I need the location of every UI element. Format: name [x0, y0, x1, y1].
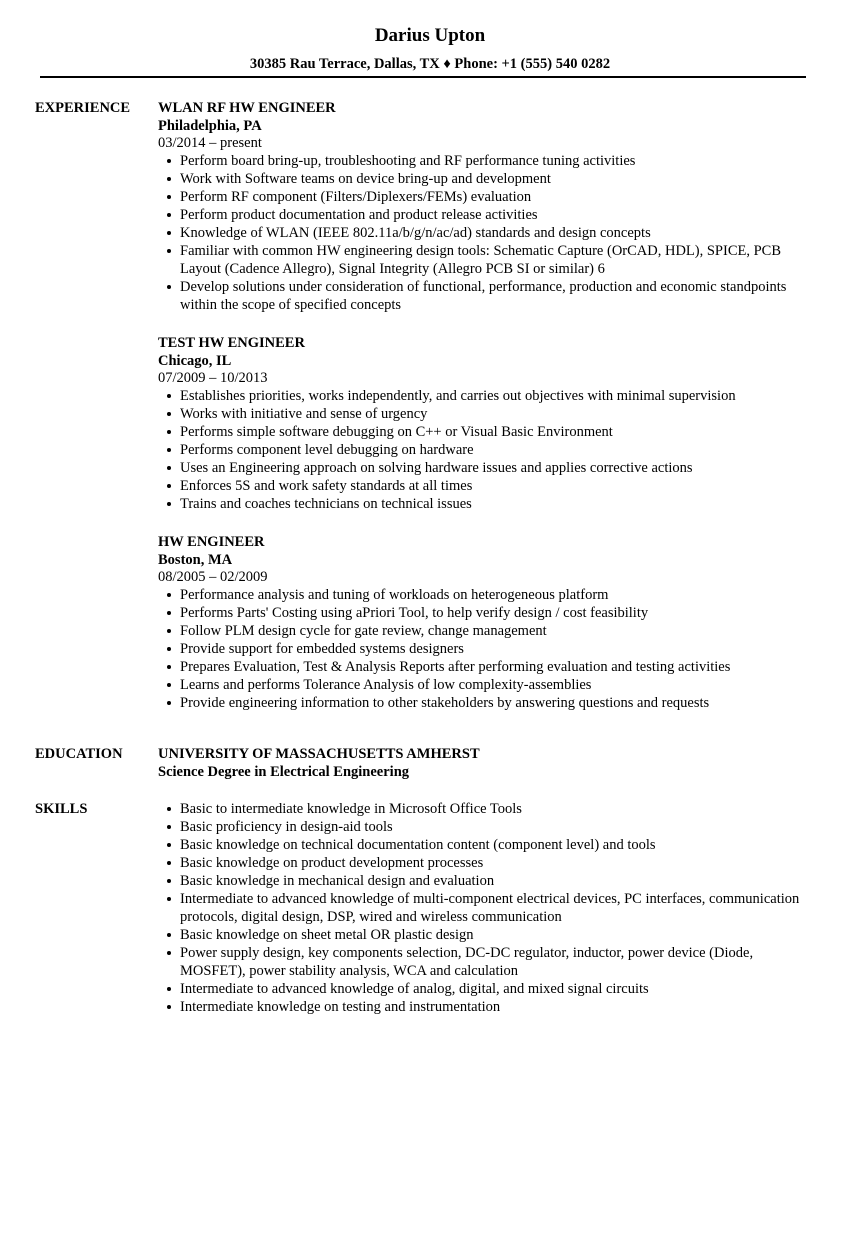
bullet-text: Learns and performs Tolerance Analysis of low complexity-assemblies [180, 677, 592, 693]
bullet-item [158, 188, 818, 206]
bullet-text: Perform board bring-up, troubleshooting and RF performance tuning activities [180, 153, 636, 169]
bullet-item [158, 405, 818, 423]
bullet-text: Performs simple software debugging on C++ or Visual Basic Environment [180, 424, 613, 440]
bullet-item [158, 694, 818, 712]
bullet-text: Works with initiative and sense of urgency [180, 406, 428, 422]
bullet-item [158, 278, 818, 314]
job-location: Philadelphia, PA [158, 118, 262, 134]
bullet-icon [167, 213, 171, 217]
bullet-item [158, 477, 818, 495]
bullet-icon [167, 897, 171, 901]
bullet-icon [167, 231, 171, 235]
job-title: HW ENGINEER [158, 534, 265, 550]
skill-item [158, 980, 818, 998]
bullet-text: Enforces 5S and work safety standards at all times [180, 478, 473, 494]
bullet-icon [167, 448, 171, 452]
bullet-icon [167, 430, 171, 434]
bullet-icon [167, 825, 171, 829]
bullet-icon [167, 484, 171, 488]
bullet-icon [167, 843, 171, 847]
job-dates: 03/2014 – present [158, 135, 262, 151]
skill-item [158, 926, 818, 944]
skill-item [158, 890, 818, 926]
job-bullets [158, 586, 818, 712]
job-bullets [158, 152, 818, 314]
experience-body [158, 99, 818, 732]
bullet-text: Performs Parts' Costing using aPriori Tool, to help verify design / cost feasibility [180, 605, 649, 621]
skill-text: Basic knowledge on sheet metal OR plastic design [180, 927, 474, 943]
bullet-icon [167, 647, 171, 651]
bullet-icon [167, 987, 171, 991]
bullet-item [158, 658, 818, 676]
bullet-icon [167, 611, 171, 615]
bullet-icon [167, 466, 171, 470]
skill-text: Power supply design, key components selection, DC-DC regulator, inductor, power device (Diode, MOSFET), power stability analysis, WCA and calculation [180, 945, 754, 979]
bullet-icon [167, 879, 171, 883]
bullet-text: Knowledge of WLAN (IEEE 802.11a/b/g/n/ac/ad) standards and design concepts [180, 225, 651, 241]
skill-text: Basic knowledge in mechanical design and evaluation [180, 873, 495, 889]
bullet-item [158, 586, 818, 604]
skill-text: Basic proficiency in design-aid tools [180, 819, 393, 835]
skills-body [158, 800, 818, 1016]
bullet-text: Establishes priorities, works independently, and carries out objectives with minimal supervision [180, 388, 736, 404]
education-body [158, 745, 818, 782]
bullet-icon [167, 933, 171, 937]
skills-list [158, 800, 818, 1016]
skill-item [158, 872, 818, 890]
skill-item [158, 836, 818, 854]
bullet-icon [167, 1005, 171, 1009]
bullet-text: Uses an Engineering approach on solving hardware issues and applies corrective actions [180, 460, 693, 476]
bullet-item [158, 495, 818, 513]
section-label-experience: EXPERIENCE [35, 100, 131, 116]
bullet-item [158, 170, 818, 188]
section-label-education: EDUCATION [35, 746, 123, 762]
bullet-icon [167, 593, 171, 597]
bullet-icon [167, 629, 171, 633]
bullet-item [158, 676, 818, 694]
bullet-icon [167, 177, 171, 181]
skill-text: Basic knowledge on product development processes [180, 855, 484, 871]
bullet-text: Work with Software teams on device bring-up and development [180, 171, 551, 187]
bullet-icon [167, 861, 171, 865]
bullet-text: Perform product documentation and product release activities [180, 207, 538, 223]
job-location: Boston, MA [158, 552, 233, 568]
bullet-text: Perform RF component (Filters/Diplexers/FEMs) evaluation [180, 189, 532, 205]
bullet-item [158, 423, 818, 441]
bullet-icon [167, 412, 171, 416]
degree-name: Science Degree in Electrical Engineering [158, 764, 410, 780]
skill-text: Basic to intermediate knowledge in Microsoft Office Tools [180, 801, 522, 817]
candidate-name: Darius Upton [374, 25, 486, 46]
bullet-item [158, 242, 818, 278]
bullet-text: Develop solutions under consideration of functional, performance, production and economic standpoints within the scope of specified concepts [180, 279, 787, 313]
bullet-item [158, 640, 818, 658]
bullet-icon [167, 807, 171, 811]
bullet-text: Performs component level debugging on hardware [180, 442, 474, 458]
header-divider [40, 76, 806, 78]
skill-text: Intermediate to advanced knowledge of multi-component electrical devices, PC interfaces, communication protocols, digital design, DSP, wired and wireless communication [180, 891, 800, 925]
bullet-text: Trains and coaches technicians on technical issues [180, 496, 472, 512]
bullet-icon [167, 665, 171, 669]
bullet-item [158, 441, 818, 459]
skill-text: Intermediate knowledge on testing and instrumentation [180, 999, 501, 1015]
bullet-item [158, 387, 818, 405]
job-title: TEST HW ENGINEER [158, 335, 305, 351]
job-bullets [158, 387, 818, 513]
bullet-text: Provide support for embedded systems designers [180, 641, 464, 657]
bullet-item [158, 152, 818, 170]
skill-item [158, 854, 818, 872]
bullet-item [158, 459, 818, 477]
resume-header [0, 24, 860, 73]
bullet-item [158, 224, 818, 242]
bullet-icon [167, 683, 171, 687]
bullet-icon [167, 951, 171, 955]
job-entry [158, 533, 818, 712]
skill-text: Intermediate to advanced knowledge of analog, digital, and mixed signal circuits [180, 981, 649, 997]
bullet-icon [167, 285, 171, 289]
job-entry [158, 334, 818, 513]
bullet-icon [167, 249, 171, 253]
job-dates: 08/2005 – 02/2009 [158, 569, 268, 585]
bullet-item [158, 206, 818, 224]
section-label-skills: SKILLS [35, 801, 88, 817]
bullet-icon [167, 195, 171, 199]
bullet-icon [167, 394, 171, 398]
skill-item [158, 998, 818, 1016]
job-location: Chicago, IL [158, 353, 232, 369]
bullet-item [158, 604, 818, 622]
bullet-text: Performance analysis and tuning of workloads on heterogeneous platform [180, 587, 609, 603]
bullet-icon [167, 159, 171, 163]
bullet-item [158, 622, 818, 640]
bullet-text: Provide engineering information to other stakeholders by answering questions and requests [180, 695, 710, 711]
contact-line: 30385 Rau Terrace, Dallas, TX ♦ Phone: +1 (555) 540 0282 [249, 56, 611, 72]
bullet-text: Follow PLM design cycle for gate review, change management [180, 623, 547, 639]
skill-item [158, 800, 818, 818]
skill-text: Basic knowledge on technical documentation content (component level) and tools [180, 837, 656, 853]
job-entry [158, 99, 818, 314]
bullet-icon [167, 701, 171, 705]
skill-item [158, 944, 818, 980]
job-title: WLAN RF HW ENGINEER [158, 100, 336, 116]
bullet-text: Familiar with common HW engineering design tools: Schematic Capture (OrCAD, HDL), SPICE, PCB Layout (Cadence Allegro), Signal Integrity (Allegro PCB SI or similar) 6 [180, 243, 782, 277]
skill-item [158, 818, 818, 836]
bullet-icon [167, 502, 171, 506]
job-dates: 07/2009 – 10/2013 [158, 370, 268, 386]
bullet-text: Prepares Evaluation, Test & Analysis Reports after performing evaluation and testing activities [180, 659, 731, 675]
school-name: UNIVERSITY OF MASSACHUSETTS AMHERST [158, 746, 480, 762]
